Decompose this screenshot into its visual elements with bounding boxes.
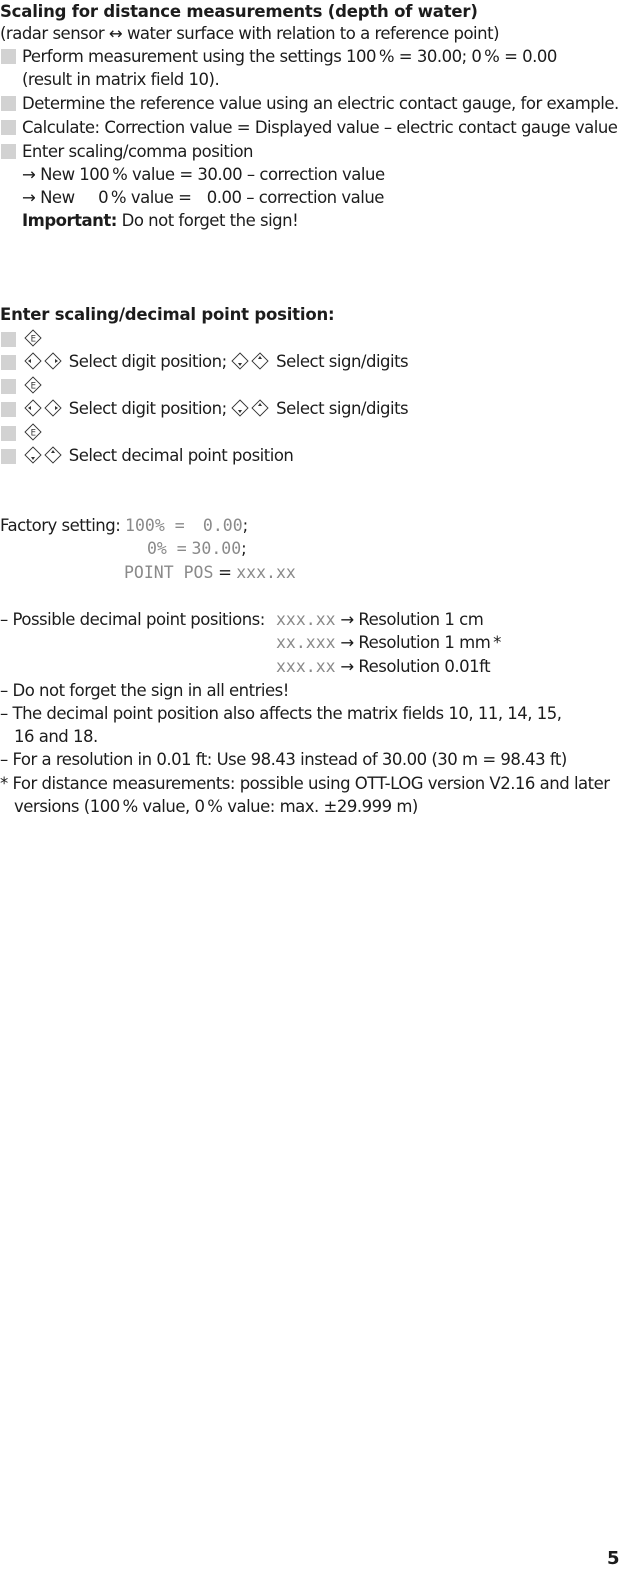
- down-key-icon: [231, 352, 249, 370]
- factory-setting-line-1: [0, 515, 248, 537]
- bullet-square: [1, 332, 16, 347]
- enter-key-icon: [24, 329, 42, 347]
- step-3: Calculate: Correction value = Displayed value – electric contact gauge value: [22, 118, 618, 137]
- key-row-digits: [24, 351, 408, 372]
- select-sign-text: Select sign/digits: [276, 352, 409, 371]
- note-line-2: – The decimal point position also affects the matrix fields 10, 11, 14, 15,: [0, 704, 562, 723]
- arrow-line-2: → New 0 % value = 0.00 – correction value: [22, 188, 384, 207]
- enter-key-icon: [24, 423, 42, 441]
- select-digit-text: Select digit position;: [68, 352, 227, 371]
- factory-setting-line-2: [147, 538, 246, 560]
- display-point-pos: POINT POS: [124, 563, 214, 582]
- step-1-cont: (result in matrix field 10).: [22, 70, 220, 89]
- position-resolution: → Resolution 0.01ft: [340, 657, 491, 676]
- section1-subheading: (radar sensor ↔ water surface with relation to a reference point): [0, 24, 500, 43]
- step-4: Enter scaling/comma position: [22, 142, 253, 161]
- up-key-icon: [251, 352, 269, 370]
- important-note: [22, 210, 298, 232]
- select-decimal-text: Select decimal point position: [68, 446, 294, 465]
- note-line-5: * For distance measurements: possible using OTT-LOG version V2.16 and later: [0, 774, 610, 793]
- display-point-value: xxx.xx: [236, 563, 296, 582]
- up-key-icon: [44, 446, 62, 464]
- key-row-enter: [24, 422, 44, 443]
- svg-text:E: E: [30, 427, 36, 438]
- right-key-icon: [44, 399, 62, 417]
- page-number: 5: [606, 1548, 619, 1569]
- left-key-icon: [24, 399, 42, 417]
- position-resolution: → Resolution 1 cm: [340, 610, 484, 629]
- bullet-square: [1, 355, 16, 370]
- position-format: xxx.xx: [276, 610, 336, 629]
- note-line-1: – Do not forget the sign in all entries!: [0, 681, 289, 700]
- factory-setting-line-3: [124, 562, 296, 584]
- position-format: xxx.xx: [276, 657, 336, 676]
- bullet-square: [1, 96, 16, 111]
- important-text: Do not forget the sign!: [116, 211, 299, 230]
- svg-text:E: E: [30, 380, 36, 391]
- position-row-3: [276, 656, 490, 678]
- display-100-percent: 100% =: [125, 516, 185, 535]
- display-value-0: 0.00: [202, 516, 243, 535]
- bullet-square: [1, 379, 16, 394]
- position-row-2: [276, 632, 501, 654]
- position-resolution: → Resolution 1 mm *: [340, 633, 501, 652]
- display-0-percent: 0% =: [147, 539, 187, 558]
- note-line-3: 16 and 18.: [14, 727, 98, 746]
- down-key-icon: [24, 446, 42, 464]
- down-key-icon: [231, 399, 249, 417]
- arrow-line-1: → New 100 % value = 30.00 – correction value: [22, 165, 385, 184]
- key-row-enter: [24, 328, 44, 349]
- key-row-enter: [24, 375, 44, 396]
- up-key-icon: [251, 399, 269, 417]
- positions-label: – Possible decimal point positions:: [0, 610, 265, 629]
- bullet-square: [1, 426, 16, 441]
- key-row-digits: [24, 398, 408, 419]
- bullet-square: [1, 120, 16, 135]
- semicolon: ;: [242, 516, 248, 535]
- section1-heading: Scaling for distance measurements (depth of water): [0, 2, 478, 21]
- svg-text:E: E: [30, 333, 36, 344]
- left-key-icon: [24, 352, 42, 370]
- factory-label: Factory setting:: [0, 516, 121, 535]
- position-format: xx.xxx: [276, 633, 336, 652]
- enter-key-icon: [24, 376, 42, 394]
- bullet-square: [1, 144, 16, 159]
- select-digit-text: Select digit position;: [68, 399, 227, 418]
- step-2: Determine the reference value using an electric contact gauge, for example.: [22, 94, 619, 113]
- note-line-4: – For a resolution in 0.01 ft: Use 98.43 instead of 30.00 (30 m = 98.43 ft): [0, 750, 567, 769]
- step-1: Perform measurement using the settings 100 % = 30.00; 0 % = 0.00: [22, 47, 557, 66]
- display-value-30: 30.00: [191, 539, 242, 558]
- select-sign-text: Select sign/digits: [276, 399, 409, 418]
- section2-heading: Enter scaling/decimal point position:: [0, 305, 335, 324]
- position-row-1: [276, 609, 483, 631]
- semicolon: ;: [241, 539, 247, 558]
- equals: =: [218, 563, 232, 582]
- important-label: Important:: [22, 211, 117, 230]
- note-line-6: versions (100 % value, 0 % value: max. ±29.999 m): [14, 797, 418, 816]
- right-key-icon: [44, 352, 62, 370]
- key-row-decimal: [24, 445, 293, 466]
- bullet-square: [1, 402, 16, 417]
- bullet-square: [1, 449, 16, 464]
- bullet-square: [1, 49, 16, 64]
